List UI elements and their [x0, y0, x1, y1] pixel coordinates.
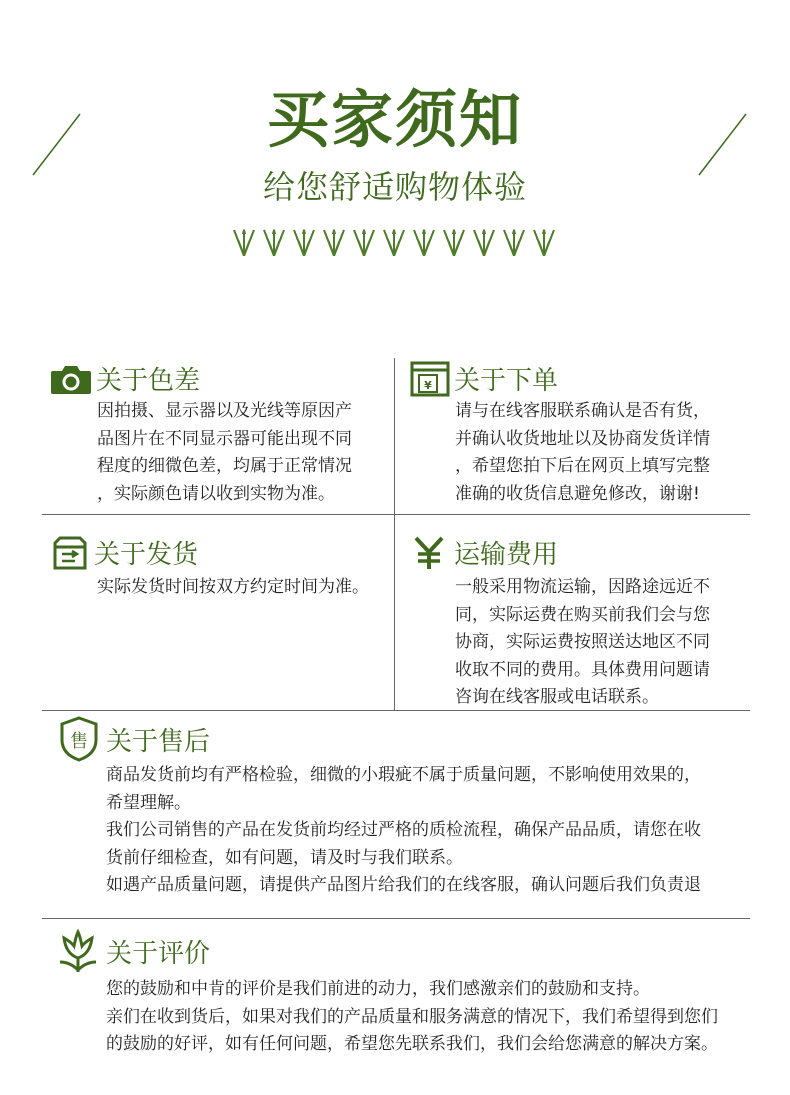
- body-line: 一般采用物流运输，因路途远近不: [455, 577, 710, 597]
- body-line: 您的鼓励和中肯的评价是我们前进的动力，我们感激亲们的鼓励和支持。: [106, 979, 650, 999]
- grass-icon: [352, 222, 376, 256]
- section-title: 关于色差: [96, 366, 201, 396]
- body-line: 因拍摄、显示器以及光线等原因产: [97, 401, 352, 421]
- body-line: 咨询在线客服或电话联系。: [455, 687, 659, 707]
- page-subtitle: 给您舒适购物体验: [262, 168, 527, 206]
- body-line: 并确认收货地址以及协商发货详情: [455, 428, 710, 449]
- tulip-flower-icon: [56, 928, 100, 974]
- body-line: 如遇产品质量问题，请提供产品图片给我们的在线客服，确认问题后我们负责退: [106, 875, 701, 895]
- section-title: 关于评价: [106, 938, 211, 969]
- section-ordering-body: [455, 398, 755, 508]
- grass-icon: [532, 222, 556, 256]
- section-color-difference-header: [50, 360, 200, 397]
- section-shipping-fee-body: [455, 574, 755, 712]
- svg-text:售: 售: [70, 731, 88, 752]
- delivery-box-icon: [50, 535, 90, 571]
- column-divider: [394, 358, 395, 710]
- yen-icon: [412, 535, 446, 571]
- body-line: 希望理解。: [106, 792, 191, 813]
- grass-icon: [412, 222, 436, 256]
- body-line: ，希望您拍下后在网页上填写完整: [455, 456, 710, 476]
- grass-icon: [442, 222, 466, 256]
- body-line: 实际发货时间按双方约定时间为准。: [97, 577, 369, 597]
- grass-decoration-row: [232, 222, 556, 258]
- section-title: 关于发货: [94, 540, 199, 570]
- body-line: 我们公司销售的产品在发货前均经过严格的质检流程，确保产品品质，请您在收: [106, 820, 701, 840]
- body-line: 程度的细微色差，均属于正常情况: [97, 456, 352, 476]
- section-review-header: [56, 928, 210, 974]
- camera-icon: [50, 363, 92, 395]
- row-divider: [42, 918, 750, 919]
- body-line: 收取不同的费用。具体费用问题请: [455, 659, 710, 680]
- section-after-sale-header: [60, 716, 210, 762]
- section-title: 运输费用: [454, 540, 559, 570]
- body-line: 货前仔细检查，如有问题，请及时与我们联系。: [106, 847, 463, 868]
- section-title: 关于售后: [106, 726, 211, 757]
- grass-icon: [472, 222, 496, 256]
- row-divider: [42, 514, 750, 515]
- section-shipping-body: [97, 574, 392, 602]
- grass-icon: [502, 222, 526, 256]
- body-line: 品图片在不同显示器可能出现不同: [97, 428, 352, 449]
- body-line: ，实际颜色请以收到实物为准。: [97, 483, 335, 504]
- body-line: 的鼓励的好评，如有任何问题，希望您先联系我们，我们会给您满意的解决方案。: [106, 1034, 718, 1054]
- order-register-icon: [410, 361, 450, 397]
- after-sale-shield-icon: [60, 716, 98, 762]
- grass-icon: [322, 222, 346, 256]
- grass-icon: [262, 222, 286, 256]
- section-shipping-fee-header: [412, 534, 558, 571]
- body-line: 亲们在收到货后，如果对我们的产品质量和服务满意的情况下，我们希望得到您们: [106, 1006, 718, 1027]
- grass-icon: [382, 222, 406, 256]
- row-divider: [42, 710, 750, 711]
- section-color-difference-body: [97, 398, 392, 508]
- section-shipping-header: [50, 534, 198, 571]
- section-after-sale-body: [106, 762, 776, 900]
- page-title: 买家须知: [266, 83, 523, 156]
- section-ordering-header: [410, 360, 558, 397]
- section-review-body: [106, 976, 786, 1059]
- body-line: 协商，实际运费按照送达地区不同: [455, 632, 710, 652]
- grass-icon: [232, 222, 256, 256]
- body-line: 准确的收货信息避免修改，谢谢!: [455, 483, 700, 504]
- section-title: 关于下单: [454, 366, 559, 396]
- body-line: 商品发货前均有严格检验，细微的小瑕疵不属于质量问题，不影响使用效果的，: [106, 765, 701, 785]
- svg-text:¥: ¥: [424, 378, 432, 392]
- body-line: 同，实际运费在购买前我们会与您: [455, 604, 710, 625]
- grass-icon: [292, 222, 316, 256]
- body-line: 请与在线客服联系确认是否有货，: [455, 401, 710, 421]
